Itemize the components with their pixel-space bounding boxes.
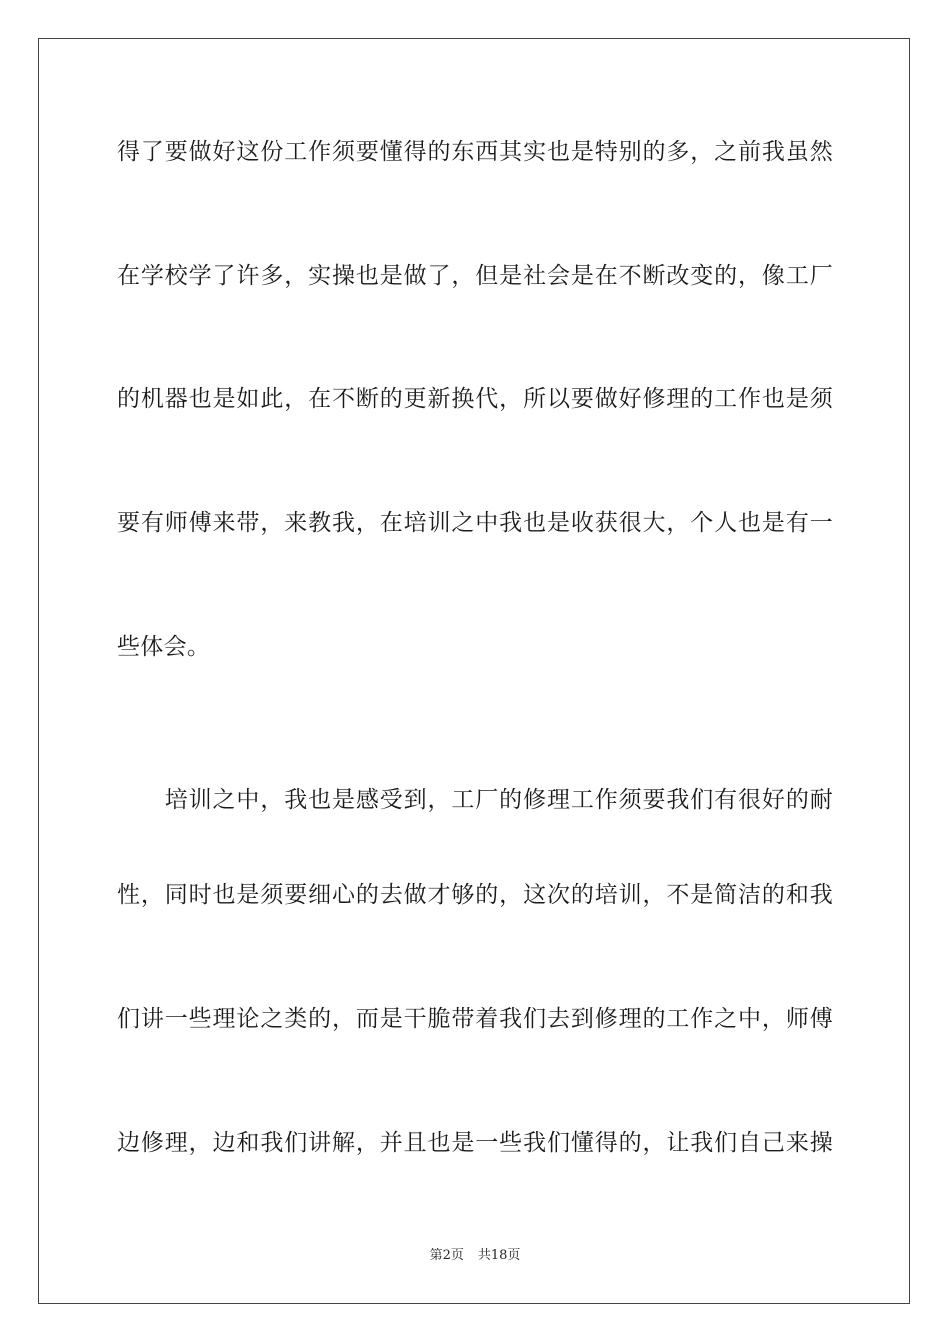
text-line-3: 的机器也是如此，在不断的更新换代，所以要做好修理的工作也是须 bbox=[117, 386, 833, 412]
text-line-2: 在学校学了许多，实操也是做了，但是社会是在不断改变的，像工厂 bbox=[117, 263, 833, 289]
text-line-8: 们讲一些理论之类的，而是干脆带着我们去到修理的工作之中，师傅 bbox=[117, 1006, 833, 1032]
text-line-4: 要有师傅来带，来教我，在培训之中我也是收获很大，个人也是有一 bbox=[117, 510, 833, 536]
text-line-1: 得了要做好这份工作须要懂得的东西其实也是特别的多，之前我虽然 bbox=[117, 139, 833, 165]
page-footer bbox=[0, 1247, 950, 1265]
page-border bbox=[38, 38, 910, 1304]
text-line-9: 边修理，边和我们讲解，并且也是一些我们懂得的，让我们自己来操 bbox=[117, 1130, 833, 1156]
page-number: 第2页 bbox=[429, 1248, 464, 1263]
text-line-7: 性，同时也是须要细心的去做才够的，这次的培训，不是简洁的和我 bbox=[117, 882, 833, 908]
text-line-5: 些体会。 bbox=[117, 634, 211, 660]
text-line-6: 培训之中，我也是感受到，工厂的修理工作须要我们有很好的耐 bbox=[117, 787, 833, 813]
page-total: 共18页 bbox=[477, 1248, 521, 1263]
